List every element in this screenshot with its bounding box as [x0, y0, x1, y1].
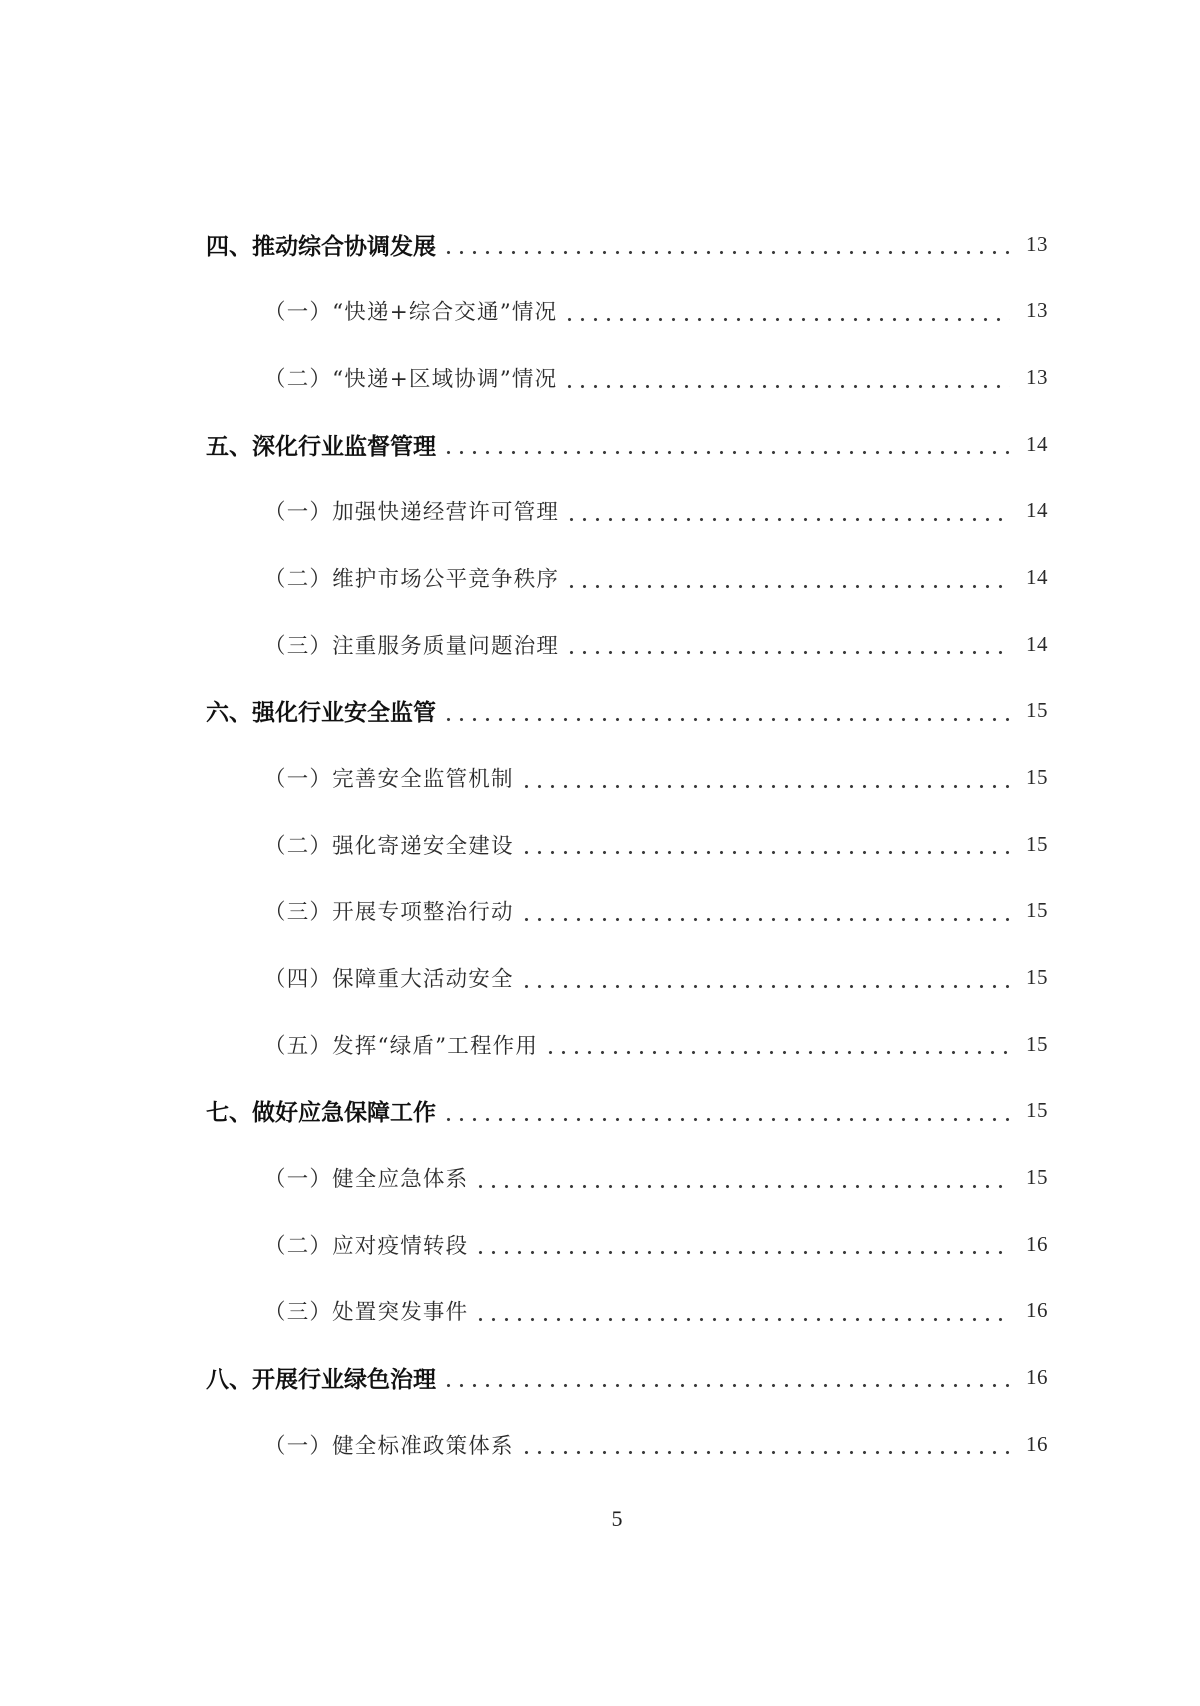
- dot-leader: [565, 633, 1010, 655]
- dot-leader: [474, 1167, 1010, 1189]
- dot-leader: [442, 1100, 1010, 1122]
- dot-leader: [565, 500, 1010, 522]
- toc-page-number: 14: [1026, 431, 1048, 456]
- dot-leader: [565, 567, 1010, 589]
- dot-leader: [520, 900, 1010, 922]
- toc-entry-section: [206, 1211, 1048, 1278]
- toc-page-number: 13: [1026, 231, 1048, 256]
- toc-page-number: 15: [1026, 1165, 1048, 1190]
- toc-page-number: 15: [1026, 831, 1048, 856]
- toc-entry-section: [206, 1411, 1048, 1478]
- toc-page-number: 14: [1026, 498, 1048, 523]
- toc-entry-section: [206, 878, 1048, 945]
- toc-entry-title: （三）开展专项整治行动: [264, 900, 514, 926]
- toc-entry-title: （二）强化寄递安全建设: [264, 833, 514, 859]
- page-footer-number: 5: [611, 1506, 623, 1531]
- toc-page-number: 14: [1026, 631, 1048, 656]
- toc-page-number: 15: [1026, 965, 1048, 990]
- toc-entry-title: （一）“快递+综合交通”情况: [264, 300, 558, 326]
- toc-page-number: 15: [1026, 1031, 1048, 1056]
- dot-leader: [520, 967, 1010, 989]
- dot-leader: [520, 1433, 1010, 1455]
- toc-entry-chapter: [206, 1078, 1048, 1145]
- toc-entry-title: （一）健全标准政策体系: [264, 1433, 514, 1459]
- toc-entry-title: （二）应对疫情转段: [264, 1233, 469, 1259]
- toc-entry-title: （一）健全应急体系: [264, 1167, 469, 1193]
- toc-page-number: 15: [1026, 898, 1048, 923]
- toc-entry-title: （五）发挥“绿盾”工程作用: [264, 1033, 539, 1059]
- dot-leader: [563, 367, 1010, 389]
- dot-leader: [442, 700, 1010, 722]
- dot-leader: [544, 1033, 1010, 1055]
- toc-entry-title: （四）保障重大活动安全: [264, 967, 514, 993]
- toc-page-number: 16: [1026, 1431, 1048, 1456]
- toc-entry-section: [206, 478, 1048, 545]
- toc-page-number: 16: [1026, 1364, 1048, 1389]
- dot-leader: [563, 300, 1010, 322]
- toc-entry-section: [206, 1144, 1048, 1211]
- toc-entry-title: （二）“快递+区域协调”情况: [264, 367, 558, 393]
- toc-entry-title: （三）处置突发事件: [264, 1300, 469, 1326]
- toc-entry-section: [206, 611, 1048, 678]
- toc-entry-title: （一）加强快递经营许可管理: [264, 500, 560, 526]
- table-of-contents: [206, 211, 1048, 1477]
- toc-entry-section: [206, 544, 1048, 611]
- toc-entry-chapter: [206, 211, 1048, 278]
- toc-page-number: 16: [1026, 1231, 1048, 1256]
- toc-page-number: 15: [1026, 1098, 1048, 1123]
- dot-leader: [520, 767, 1010, 789]
- toc-page-number: 13: [1026, 298, 1048, 323]
- toc-entry-chapter: [206, 411, 1048, 478]
- toc-entry-title: 七、做好应急保障工作: [206, 1099, 436, 1127]
- toc-entry-title: 六、强化行业安全监管: [206, 699, 436, 727]
- dot-leader: [442, 433, 1010, 455]
- toc-entry-section: [206, 1011, 1048, 1078]
- toc-page-number: 14: [1026, 565, 1048, 590]
- toc-entry-section: [206, 811, 1048, 878]
- toc-entry-title: （二）维护市场公平竞争秩序: [264, 567, 560, 593]
- dot-leader: [520, 833, 1010, 855]
- toc-page-number: 15: [1026, 765, 1048, 790]
- toc-entry-title: （三）注重服务质量问题治理: [264, 633, 560, 659]
- toc-page-number: 16: [1026, 1298, 1048, 1323]
- toc-entry-section: [206, 1278, 1048, 1345]
- toc-entry-chapter: [206, 1344, 1048, 1411]
- toc-entry-section: [206, 344, 1048, 411]
- toc-entry-title: 四、推动综合协调发展: [206, 232, 436, 260]
- toc-entry-section: [206, 744, 1048, 811]
- toc-entry-section: [206, 278, 1048, 345]
- toc-entry-title: （一）完善安全监管机制: [264, 767, 514, 793]
- dot-leader: [442, 233, 1010, 255]
- toc-entry-title: 五、深化行业监督管理: [206, 432, 436, 460]
- dot-leader: [474, 1300, 1010, 1322]
- dot-leader: [442, 1366, 1010, 1388]
- dot-leader: [474, 1233, 1010, 1255]
- toc-page-number: 15: [1026, 698, 1048, 723]
- toc-page-number: 13: [1026, 365, 1048, 390]
- toc-entry-chapter: [206, 678, 1048, 745]
- toc-entry-title: 八、开展行业绿色治理: [206, 1365, 436, 1393]
- toc-entry-section: [206, 944, 1048, 1011]
